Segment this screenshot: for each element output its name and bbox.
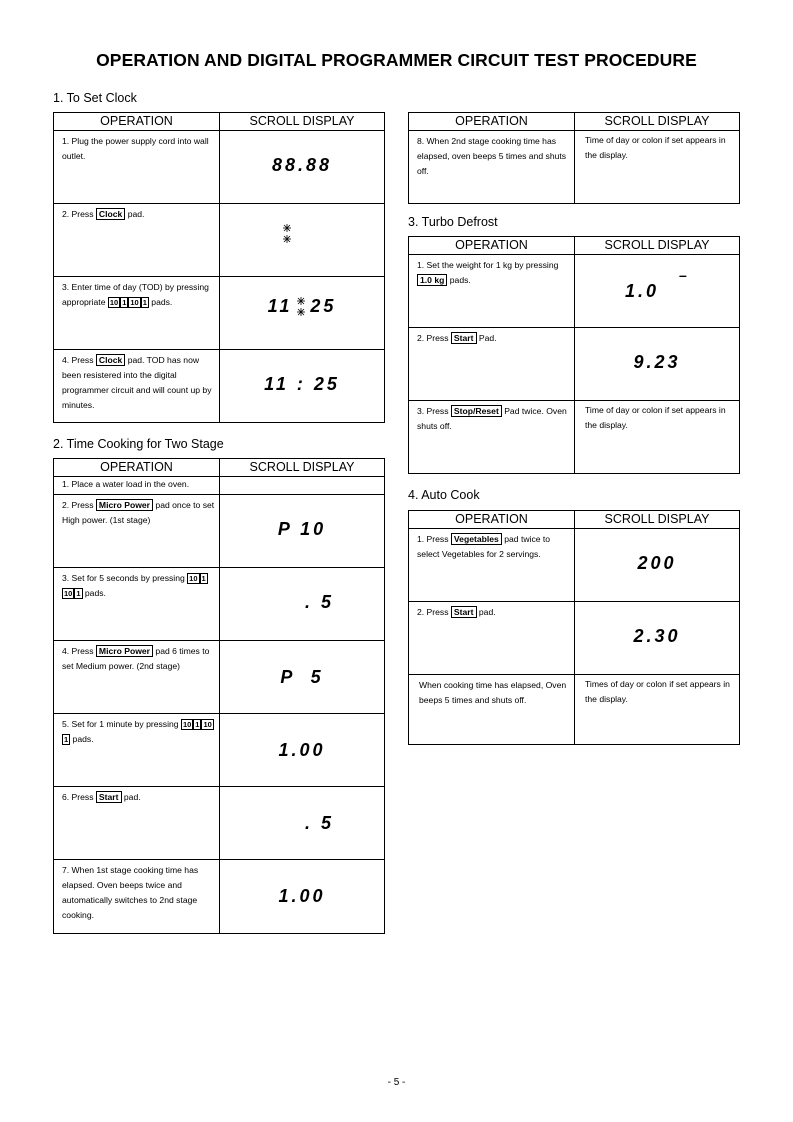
colon-blink-icon <box>294 296 308 318</box>
scroll-display-cell <box>220 568 385 641</box>
weight-pad-label: 1.0 kg <box>417 274 447 286</box>
display-segment-dash: – <box>679 267 687 283</box>
display-digits: 1.00 <box>278 740 326 760</box>
page-number: - 5 - <box>387 1077 406 1088</box>
clock-pad-label: Clock <box>96 208 125 220</box>
scroll-display-cell <box>220 204 385 277</box>
scroll-display-header: SCROLL DISPLAY <box>575 237 740 255</box>
display-digits: 88.88 <box>271 155 333 175</box>
scroll-display-cell <box>220 495 385 568</box>
operation-step: 7. When 1st stage cooking time has elapsed. Oven beeps twice and automatically switches to 2nd stage cooking. <box>54 860 220 934</box>
two-stage-table <box>53 458 385 934</box>
vegetables-pad-label: Vegetables <box>451 533 502 545</box>
operation-step: 5. Set for 1 minute by pressing 10 1 101 pads. <box>54 714 220 787</box>
operation-step: 1. Press Vegetables pad twice to select Vegetables for 2 servings. <box>409 529 575 602</box>
two-stage-continued-table <box>408 112 740 204</box>
operation-step: 3. Press Stop/Reset Pad twice. Oven shuts off. <box>409 401 575 474</box>
section-title-two-stage: 2. Time Cooking for Two Stage <box>53 437 224 451</box>
scroll-display-text: Times of day or colon if set appears in the display. <box>575 675 740 745</box>
operation-step: 3. Set for 5 seconds by pressing 10 110 1 pads. <box>54 568 220 641</box>
operation-step: 4. Press Clock pad. TOD has now been resistered into the digital programmer circuit and will count up by minutes. <box>54 350 220 423</box>
display-digits: 11 25 <box>220 296 384 318</box>
scroll-display-header: SCROLL DISPLAY <box>575 113 740 131</box>
scroll-display-cell <box>575 255 740 328</box>
scroll-display-cell <box>220 277 385 350</box>
scroll-display-text: Time of day or colon if set appears in the display. <box>575 131 740 204</box>
scroll-display-header: SCROLL DISPLAY <box>575 511 740 529</box>
section-title-set-clock: 1. To Set Clock <box>53 91 137 105</box>
micro-power-pad-label: Micro Power <box>96 499 153 511</box>
display-digits: 1.00 <box>278 886 326 906</box>
scroll-display-cell <box>575 529 740 602</box>
operation-header: OPERATION <box>409 511 575 529</box>
section-title-auto-cook: 4. Auto Cook <box>408 488 480 502</box>
operation-step: When cooking time has elapsed, Oven beeps 5 times and shuts off. <box>409 675 575 745</box>
start-pad-label: Start <box>451 332 477 344</box>
clock-pad-label: Clock <box>96 354 125 366</box>
operation-step: 3. Enter time of day (TOD) by pressing appropriate 10 1 10 1 pads. <box>54 277 220 350</box>
auto-cook-table <box>408 510 740 745</box>
colon-blink-icon <box>280 222 294 246</box>
micro-power-pad-label: Micro Power <box>96 645 153 657</box>
turbo-defrost-table <box>408 236 740 474</box>
scroll-display-cell <box>220 787 385 860</box>
operation-step: 4. Press Micro Power pad 6 times to set Medium power. (2nd stage) <box>54 641 220 714</box>
display-digits: P 5 <box>280 667 324 687</box>
display-digits: P 10 <box>277 519 327 539</box>
display-digits: 1.0 <box>625 281 660 301</box>
scroll-display-cell <box>575 328 740 401</box>
display-digits: . 5 <box>304 592 334 612</box>
start-pad-label: Start <box>451 606 477 618</box>
operation-step: 2. Press Micro Power pad once to set High power. (1st stage) <box>54 495 220 568</box>
scroll-display-cell <box>220 131 385 204</box>
display-digits: 11 : 25 <box>264 374 340 394</box>
operation-step: 1. Plug the power supply cord into wall outlet. <box>54 131 220 204</box>
scroll-display-cell <box>220 860 385 934</box>
operation-step: 8. When 2nd stage cooking time has elapsed, oven beeps 5 times and shuts off. <box>409 131 575 204</box>
scroll-display-cell <box>575 602 740 675</box>
operation-step: 1. Place a water load in the oven. <box>54 477 220 495</box>
stop-reset-pad-label: Stop/Reset <box>451 405 502 417</box>
display-digits: 9.23 <box>633 352 681 372</box>
scroll-display-cell <box>220 641 385 714</box>
scroll-display-header: SCROLL DISPLAY <box>220 459 385 477</box>
section-title-turbo-defrost: 3. Turbo Defrost <box>408 215 498 229</box>
scroll-display-text: Time of day or colon if set appears in the display. <box>575 401 740 474</box>
operation-step: 6. Press Start pad. <box>54 787 220 860</box>
display-digits: 200 <box>637 553 677 573</box>
scroll-display-header: SCROLL DISPLAY <box>220 113 385 131</box>
operation-header: OPERATION <box>54 459 220 477</box>
operation-header: OPERATION <box>54 113 220 131</box>
scroll-display-cell <box>220 714 385 787</box>
set-clock-table <box>53 112 385 423</box>
operation-step: 2. Press Clock pad. <box>54 204 220 277</box>
operation-step: 2. Press Start Pad. <box>409 328 575 401</box>
start-pad-label: Start <box>96 791 122 803</box>
scroll-display-cell <box>220 477 385 495</box>
operation-header: OPERATION <box>409 237 575 255</box>
display-digits: 2.30 <box>633 626 681 646</box>
operation-step: 2. Press Start pad. <box>409 602 575 675</box>
operation-header: OPERATION <box>409 113 575 131</box>
display-digits: . 5 <box>304 813 334 833</box>
page-title: OPERATION AND DIGITAL PROGRAMMER CIRCUIT TEST PROCEDURE <box>96 50 697 70</box>
operation-step: 1. Set the weight for 1 kg by pressing 1.0 kg pads. <box>409 255 575 328</box>
scroll-display-cell <box>220 350 385 423</box>
